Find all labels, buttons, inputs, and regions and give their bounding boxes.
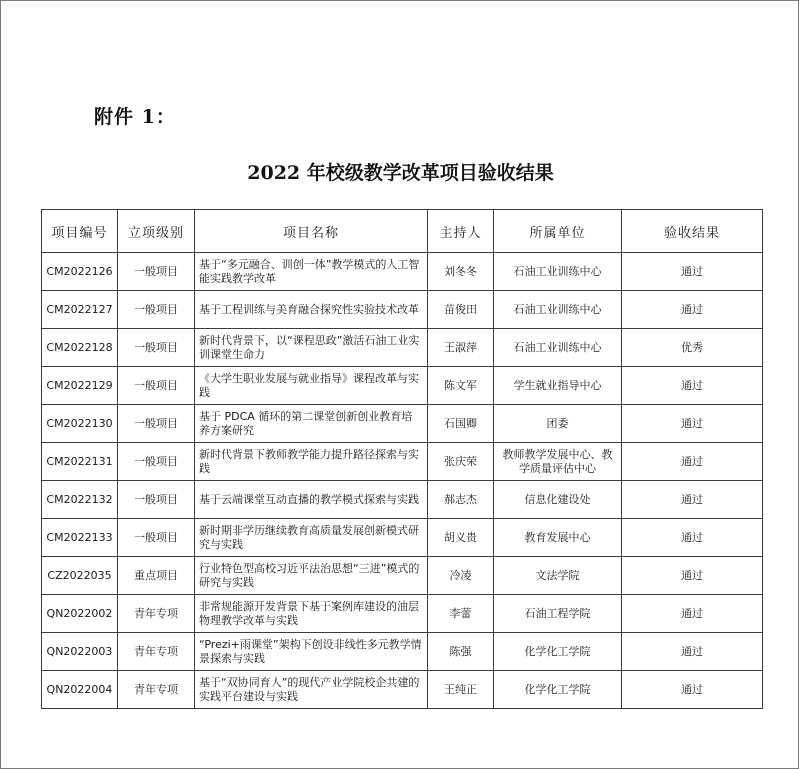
- table-row: [42, 671, 763, 709]
- table-row: [42, 367, 763, 405]
- project-code: CM2022133: [42, 519, 118, 557]
- table-row: [42, 519, 763, 557]
- acceptance-result: 通过: [622, 291, 763, 329]
- project-level: 青年专项: [118, 595, 195, 633]
- project-level: 青年专项: [118, 671, 195, 709]
- table-body: [42, 253, 763, 709]
- project-code: CM2022127: [42, 291, 118, 329]
- project-name: 基于工程训练与美育融合探究性实验技术改革: [195, 291, 428, 329]
- table-row: [42, 329, 763, 367]
- project-host: 冷凌: [428, 557, 494, 595]
- project-host: 王纯正: [428, 671, 494, 709]
- header-host: 主持人: [428, 210, 494, 253]
- project-code: CM2022131: [42, 443, 118, 481]
- table-row: [42, 291, 763, 329]
- project-code: CM2022128: [42, 329, 118, 367]
- project-host: 陈文军: [428, 367, 494, 405]
- header-result: 验收结果: [622, 210, 763, 253]
- acceptance-result: 通过: [622, 367, 763, 405]
- project-name: 基于 PDCA 循环的第二课堂创新创业教育培养方案研究: [195, 405, 428, 443]
- project-host: 胡义贵: [428, 519, 494, 557]
- acceptance-result: 通过: [622, 481, 763, 519]
- project-name: 基于云端课堂互动直播的教学模式探索与实践: [195, 481, 428, 519]
- project-unit: 文法学院: [494, 557, 622, 595]
- project-unit: 石油工业训练中心: [494, 253, 622, 291]
- project-code: CM2022132: [42, 481, 118, 519]
- project-level: 一般项目: [118, 519, 195, 557]
- project-host: 石国卿: [428, 405, 494, 443]
- project-host: 郝志杰: [428, 481, 494, 519]
- project-name: 非常规能源开发背景下基于案例库建设的油层物理教学改革与实践: [195, 595, 428, 633]
- project-code: QN2022002: [42, 595, 118, 633]
- project-name: 新时代背景下，以“课程思政”激活石油工业实训课堂生命力: [195, 329, 428, 367]
- project-level: 一般项目: [118, 481, 195, 519]
- project-level: 一般项目: [118, 291, 195, 329]
- project-level: 一般项目: [118, 405, 195, 443]
- project-level: 一般项目: [118, 253, 195, 291]
- project-code: CM2022130: [42, 405, 118, 443]
- attachment-label: 附件 1：: [94, 106, 176, 128]
- project-level: 青年专项: [118, 633, 195, 671]
- project-unit: 学生就业指导中心: [494, 367, 622, 405]
- project-code: QN2022004: [42, 671, 118, 709]
- acceptance-result: 通过: [622, 633, 763, 671]
- project-host: 李蕾: [428, 595, 494, 633]
- project-unit: 石油工程学院: [494, 595, 622, 633]
- project-name: 基于“多元融合、训创一体”教学模式的人工智能实践教学改革: [195, 253, 428, 291]
- acceptance-result: 通过: [622, 443, 763, 481]
- project-unit: 石油工业训练中心: [494, 329, 622, 367]
- header-level: 立项级别: [118, 210, 195, 253]
- project-level: 一般项目: [118, 329, 195, 367]
- acceptance-result: 通过: [622, 671, 763, 709]
- project-name: 新时代背景下教师教学能力提升路径探索与实践: [195, 443, 428, 481]
- table-row: [42, 253, 763, 291]
- project-level: 一般项目: [118, 367, 195, 405]
- project-name: 新时期非学历继续教育高质量发展创新模式研究与实践: [195, 519, 428, 557]
- header-name: 项目名称: [195, 210, 428, 253]
- project-level: 一般项目: [118, 443, 195, 481]
- project-name: 《大学生职业发展与就业指导》课程改革与实践: [195, 367, 428, 405]
- project-unit: 化学化工学院: [494, 633, 622, 671]
- project-level: 重点项目: [118, 557, 195, 595]
- project-code: CM2022129: [42, 367, 118, 405]
- table-row: [42, 557, 763, 595]
- table-row: [42, 405, 763, 443]
- project-name: “Prezi+雨课堂”架构下创设非线性多元教学情景探索与实践: [195, 633, 428, 671]
- acceptance-result: 通过: [622, 595, 763, 633]
- project-unit: 化学化工学院: [494, 671, 622, 709]
- project-unit: 信息化建设处: [494, 481, 622, 519]
- project-code: QN2022003: [42, 633, 118, 671]
- table-row: [42, 595, 763, 633]
- project-host: 陈强: [428, 633, 494, 671]
- project-host: 苗俊田: [428, 291, 494, 329]
- header-unit: 所属单位: [494, 210, 622, 253]
- project-code: CM2022126: [42, 253, 118, 291]
- project-host: 张庆荣: [428, 443, 494, 481]
- document-title: 2022 年校级教学改革项目验收结果: [247, 162, 554, 184]
- project-unit: 石油工业训练中心: [494, 291, 622, 329]
- project-code: CZ2022035: [42, 557, 118, 595]
- project-unit: 团委: [494, 405, 622, 443]
- project-unit: 教师教学发展中心、教学质量评估中心: [494, 443, 622, 481]
- acceptance-result: 优秀: [622, 329, 763, 367]
- project-host: 王淑萍: [428, 329, 494, 367]
- table-header-row: [42, 210, 763, 253]
- acceptance-result: 通过: [622, 253, 763, 291]
- acceptance-result: 通过: [622, 557, 763, 595]
- table-row: [42, 633, 763, 671]
- project-name: 基于“双协同育人”的现代产业学院校企共建的实践平台建设与实践: [195, 671, 428, 709]
- project-name: 行业特色型高校习近平法治思想“三进”模式的研究与实践: [195, 557, 428, 595]
- table-row: [42, 481, 763, 519]
- project-host: 刘冬冬: [428, 253, 494, 291]
- results-table: [41, 209, 763, 709]
- acceptance-result: 通过: [622, 405, 763, 443]
- header-code: 项目编号: [42, 210, 118, 253]
- acceptance-result: 通过: [622, 519, 763, 557]
- table-row: [42, 443, 763, 481]
- project-unit: 教育发展中心: [494, 519, 622, 557]
